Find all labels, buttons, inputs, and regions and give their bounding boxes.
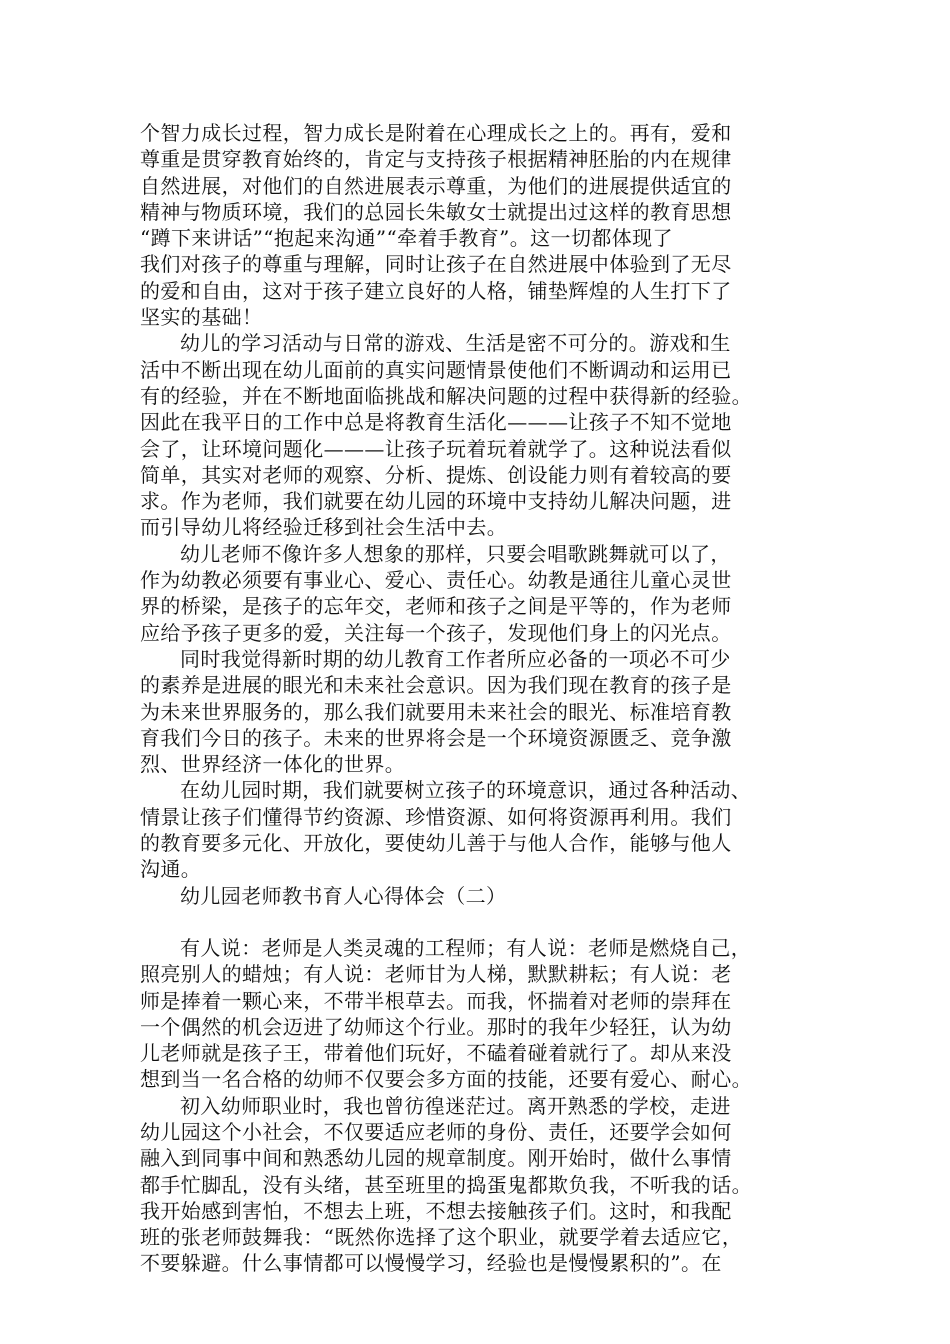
paragraph-4: 同时我觉得新时期的幼儿教育工作者所应必备的一项必不可少 的素养是进展的眼光和未来社会意识。因为我们现在教育的孩子是 为未来世界服务的，那么我们就要用未来社会的眼光、标准培育教 育我们今日的孩子。未来的世界将会是一个环境资源匮乏、竞争激 烈、世界经济一体化的世界。 bbox=[140, 646, 732, 777]
document-body bbox=[140, 120, 820, 1277]
section-heading: 幼儿园老师教书育人心得体会（二） bbox=[180, 883, 507, 908]
paragraph-7: 初入幼师职业时，我也曾彷徨迷茫过。离开熟悉的学校，走进 幼儿园这个小社会，不仅要适应老师的身份、责任，还要学会如何 融入到同事中间和熟悉幼儿园的规章制度。刚开始时，做什么事情 都手忙脚乱，没有头绪，甚至班里的捣蛋鬼都欺负我，不听我的话。 我开始感到害怕，不想去上班，不想去接触孩子们。这时，和我配 班的张老师鼓舞我：“既然你选择了这个职业，就要学着去适应它， 不要躲避。什么事情都可以慢慢学习，经验也是慢慢累积的”。在 bbox=[140, 1093, 752, 1276]
paragraph-5: 在幼儿园时期，我们就要树立孩子的环境意识，通过各种活动、 情景让孩子们懂得节约资源、珍惜资源、如何将资源再利用。我们 的教育要多元化、开放化，要使幼儿善于与他人合作，能够与他人 沟通。 bbox=[140, 778, 752, 882]
paragraph-6: 有人说：老师是人类灵魂的工程师；有人说：老师是燃烧自己， 照亮别人的蜡烛；有人说：老师甘为人梯，默默耕耘；有人说：老 师是捧着一颗心来，不带半根草去。而我，怀揣着对老师的崇拜在 一个偶然的机会迈进了幼师这个行业。那时的我年少轻狂，认为幼 儿老师就是孩子王，带着他们玩好，不磕着碰着就行了。却从来没 想到当一名合格的幼师不仅要会多方面的技能，还要有爱心、耐心。 bbox=[140, 935, 752, 1092]
paragraph-3: 幼儿老师不像许多人想象的那样，只要会唱歌跳舞就可以了， 作为幼教必须要有事业心、爱心、责任心。幼教是通往儿童心灵世 界的桥梁，是孩子的忘年交，老师和孩子之间是平等的，作为老师 应给予孩子更多的爱，关注每一个孩子，发现他们身上的闪光点。 bbox=[140, 541, 732, 645]
blank-line bbox=[140, 909, 820, 935]
paragraph-2: 幼儿的学习活动与日常的游戏、生活是密不可分的。游戏和生 活中不断出现在幼儿面前的真实问题情景使他们不断调动和运用已 有的经验，并在不断地面临挑战和解决问题的过程中获得新的经验。 因此在我平日的工作中总是将教育生活化———让孩子不知不觉地 会了，让环境问题化———让孩子玩着玩着就学了。这种说法看似 简单，其实对老师的观察、分析、提炼、创设能力则有着较高的要 求。作为老师，我们就要在幼儿园的环境中支持幼儿解决问题，进 而引导幼儿将经验迁移到社会生活中去。 bbox=[140, 331, 752, 540]
paragraph-1: 个智力成长过程，智力成长是附着在心理成长之上的。再有，爱和 尊重是贯穿教育始终的，肯定与支持孩子根据精神胚胎的内在规律 自然进展，对他们的自然进展表示尊重，为他们的进展提供适宜的 精神与物质环境，我们的总园长朱敏女士就提出过这样的教育思想 “蹲下来讲话”“抱起来沟通”“牵着手教育”。这一切都体现了 我们对孩子的尊重与理解，同时让孩子在自然进展中体验到了无尽 的爱和自由，这对于孩子建立良好的人格，铺垫辉煌的人生打下了 坚实的基础！ bbox=[140, 121, 732, 330]
